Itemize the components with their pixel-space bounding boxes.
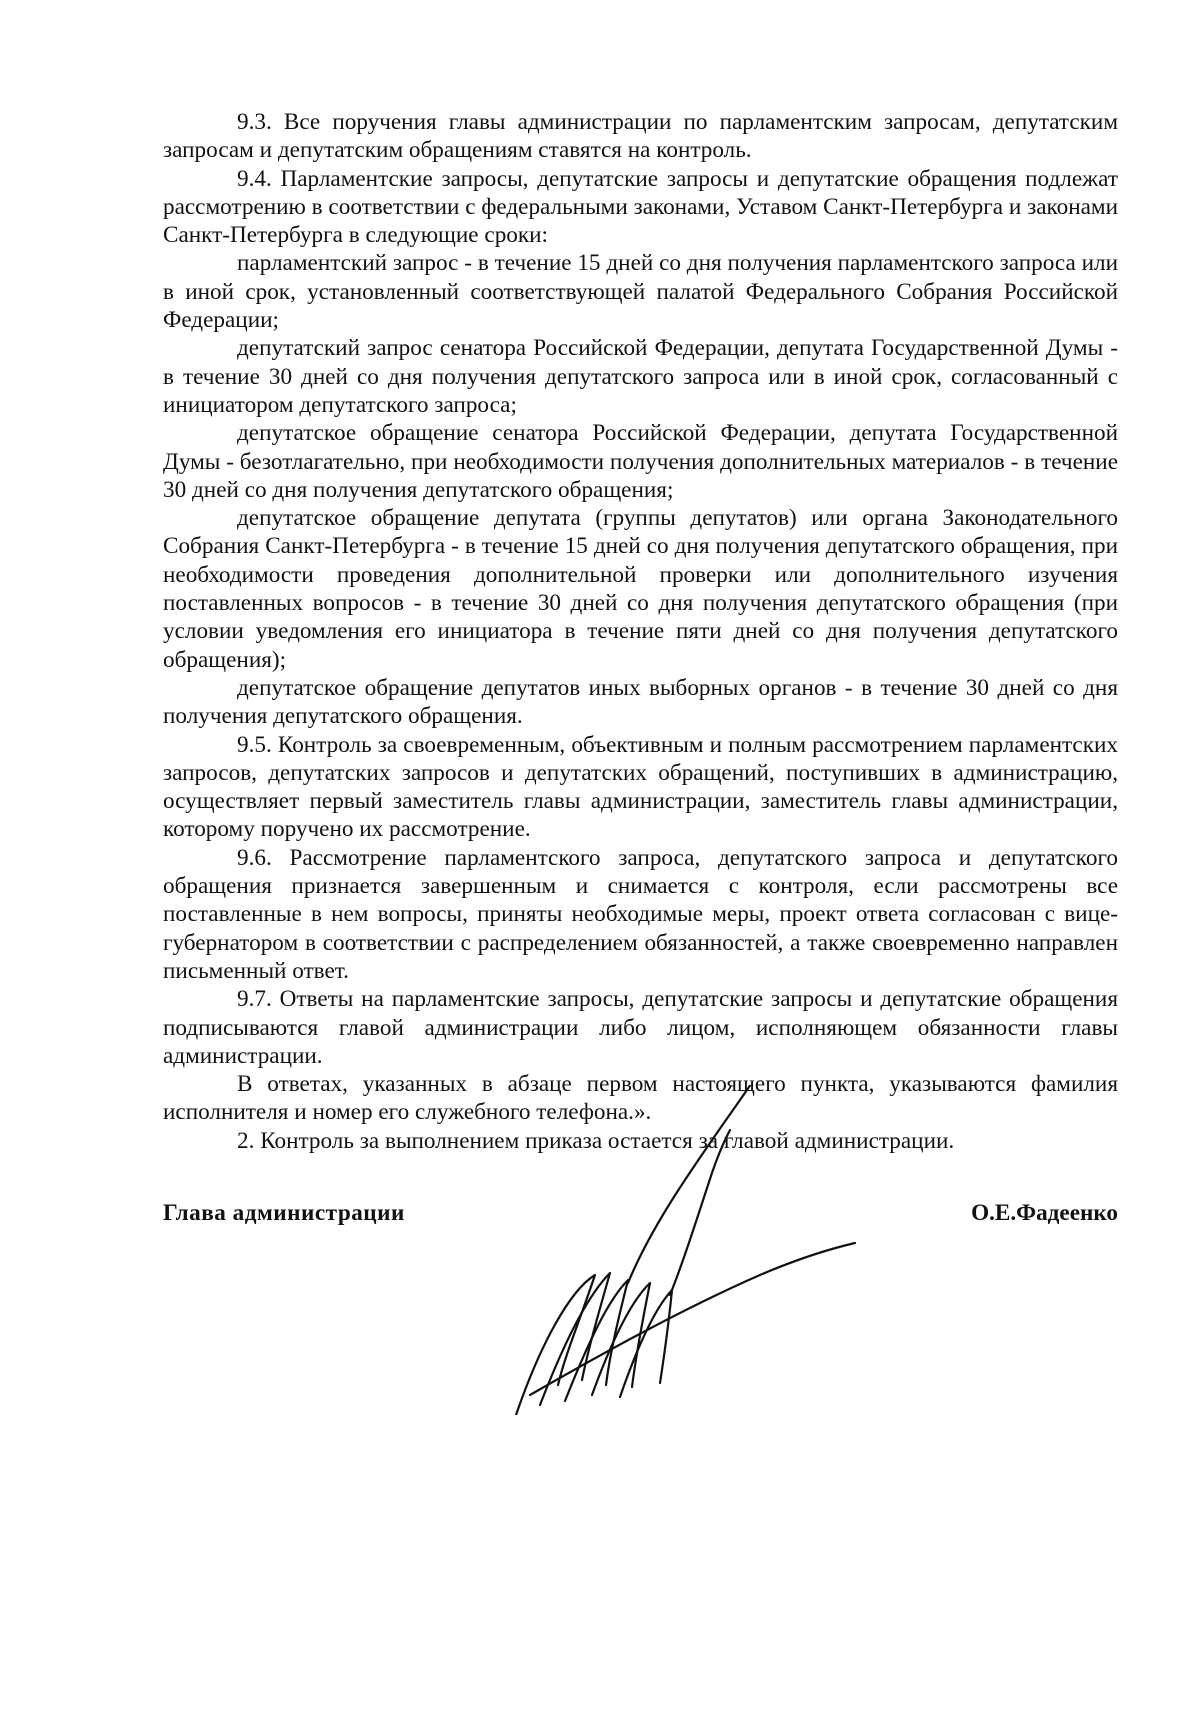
paragraph-deputy-request: депутатский запрос сенатора Российской Федерации, депутата Государственной Думы - в течение 30 дней со дня получения депутатского запроса или в иной срок, согласованный с инициатором депутатского запроса;	[163, 335, 1118, 418]
paragraph-9-5: 9.5. Контроль за своевременным, объективным и полным рассмотрением парламентских запросов, депутатских запросов и депутатских обращений, поступивших в администрацию, осуществляет первый заместитель главы администрации, заместитель главы администрации, которому поручено их рассмотрение.	[163, 731, 1118, 843]
paragraph-9-6: 9.6. Рассмотрение парламентского запроса, депутатского запроса и депутатского обращения признается завершенным и снимается с контроля, если рассмотрены все поставленные в нем вопросы, приняты необходимые меры, проект ответа согласован с вице-губернатором в соответствии с распределением обязанностей, а также своевременно направлен письменный ответ.	[163, 844, 1118, 984]
signatory-position: Глава администрации	[163, 1200, 405, 1226]
paragraph-legislative-assembly-appeal: депутатское обращение депутата (группы депутатов) или органа Законодательного Собрания Санкт-Петербурга - в течение 15 дней со дня получения депутатского обращения, при необходимости проведения дополнительной проверки или дополнительного изучения поставленных вопросов - в течение 30 дней со дня получения депутатского обращения (при условии уведомления его инициатора в течение пяти дней со дня получения депутатского обращения);	[163, 505, 1118, 673]
paragraph-9-7: 9.7. Ответы на парламентские запросы, депутатские запросы и депутатские обращения подписываются главой администрации либо лицом, исполняющем обязанности главы администрации.	[163, 986, 1118, 1069]
paragraph-9-3: 9.3. Все поручения главы администрации по парламентским запросам, депутатским запросам и депутатским обращениям ставятся на контроль.	[163, 109, 1118, 164]
paragraph-answers: В ответах, указанных в абзаце первом настоящего пункта, указываются фамилия исполнителя и номер его служебного телефона.».	[163, 1071, 1118, 1126]
paragraph-other-bodies-appeal: депутатское обращение депутатов иных выборных органов - в течение 30 дней со дня получения депутатского обращения.	[163, 674, 1118, 730]
paragraph-parliamentary-request: парламентский запрос - в течение 15 дней со дня получения парламентского запроса или в иной срок, установленный соответствующей палатой Федерального Собрания Российской Федерации;	[163, 250, 1118, 334]
signatory-name: О.Е.Фадеенко	[971, 1200, 1118, 1226]
paragraph-2-control: 2. Контроль за выполнением приказа остается за главой администрации.	[237, 1127, 955, 1154]
document-body	[163, 108, 1118, 1155]
handwritten-signature	[510, 1085, 860, 1415]
paragraph-9-4: 9.4. Парламентские запросы, депутатские запросы и депутатские обращения подлежат рассмотрению в соответствии с федеральными законами, Уставом Санкт-Петербурга и законами Санкт-Петербурга в следующие сроки:	[163, 165, 1118, 249]
paragraph-senator-appeal: депутатское обращение сенатора Российской Федерации, депутата Государственной Думы - безотлагательно, при необходимости получения дополнительных материалов - в течение 30 дней со дня получения депутатского обращения;	[163, 420, 1118, 503]
